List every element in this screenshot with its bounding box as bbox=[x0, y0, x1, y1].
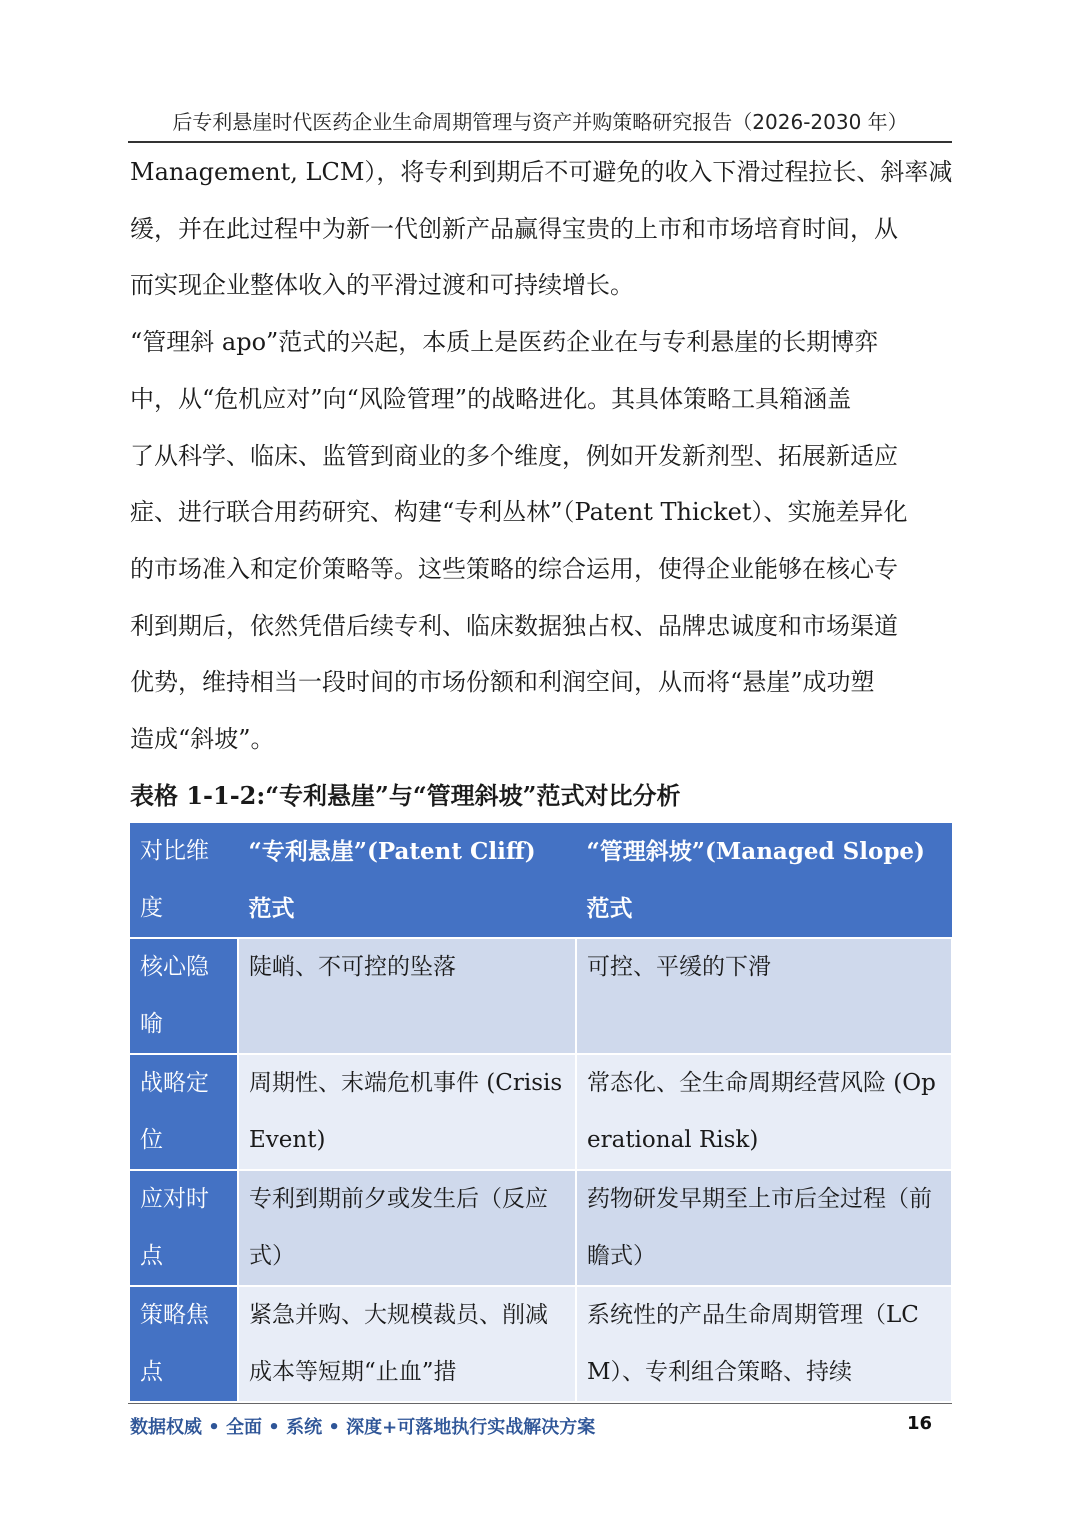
row-cliff-cell: 专利到期前夕或发生后（反应式） bbox=[238, 1170, 576, 1286]
body-text bbox=[130, 144, 952, 768]
header-dimension: 对比维度 bbox=[130, 823, 238, 938]
row-cliff-cell: 紧急并购、大规模裁员、削减成本等短期“止血”措 bbox=[238, 1286, 576, 1401]
text-line: 中，从“危机应对”向“风险管理”的战略进化。其具体策略工具箱涵盖 bbox=[130, 384, 852, 413]
row-cliff-cell: 周期性、末端危机事件 (Crisis Event) bbox=[238, 1054, 576, 1170]
text-line: 缓，并在此过程中为新一代创新产品赢得宝贵的上市和市场培育时间，从 bbox=[130, 214, 898, 243]
row-slope-cell: 常态化、全生命周期经营风险 (Operational Risk) bbox=[576, 1054, 951, 1170]
table-row bbox=[130, 1170, 951, 1286]
paragraph-1 bbox=[130, 144, 952, 314]
text-line: 利到期后，依然凭借后续专利、临床数据独占权、品牌忠诚度和市场渠道 bbox=[130, 611, 898, 640]
paragraph-2 bbox=[130, 314, 952, 768]
footer-divider bbox=[128, 1403, 952, 1404]
row-cliff-cell: 陡峭、不可控的坠落 bbox=[238, 938, 576, 1054]
header-managed-slope: “管理斜坡”(Managed Slope) 范式 bbox=[576, 823, 951, 938]
table-row bbox=[130, 1286, 951, 1401]
table-row bbox=[130, 938, 951, 1054]
text-line: 造成“斜坡”。 bbox=[130, 725, 275, 754]
text-line: 了从科学、临床、监管到商业的多个维度，例如开发新剂型、拓展新适应 bbox=[130, 441, 898, 470]
footer-slogan: 数据权威 • 全面 • 系统 • 深度+可落地执行实战解决方案 bbox=[130, 1417, 596, 1438]
text-line: 症、进行联合用药研究、构建“专利丛林”（Patent Thicket）、实施差异化 bbox=[130, 498, 908, 527]
row-slope-cell: 系统性的产品生命周期管理（LCM）、专利组合策略、持续 bbox=[576, 1286, 951, 1401]
running-header: 后专利悬崖时代医药企业生命周期管理与资产并购策略研究报告（2026-2030 年） bbox=[172, 110, 908, 134]
row-slope-cell: 可控、平缓的下滑 bbox=[576, 938, 951, 1054]
page-number: 16 bbox=[906, 1413, 932, 1434]
text-line: 而实现企业整体收入的平滑过渡和可持续增长。 bbox=[130, 271, 634, 300]
row-dimension: 核心隐喻 bbox=[130, 938, 238, 1054]
text-line: 优势，维持相当一段时间的市场份额和利润空间，从而将“悬崖”成功塑 bbox=[130, 668, 875, 697]
table-caption: 表格 1-1-2:“专利悬崖”与“管理斜坡”范式对比分析 bbox=[130, 781, 681, 810]
comparison-table bbox=[130, 823, 952, 1401]
row-dimension: 战略定位 bbox=[130, 1054, 238, 1170]
table-row bbox=[130, 1054, 951, 1170]
text-line: 的市场准入和定价策略等。这些策略的综合运用，使得企业能够在核心专 bbox=[130, 554, 898, 583]
header-patent-cliff: “专利悬崖”(Patent Cliff) 范式 bbox=[238, 823, 576, 938]
header-divider bbox=[128, 141, 952, 143]
row-dimension: 应对时点 bbox=[130, 1170, 238, 1286]
row-dimension: 策略焦点 bbox=[130, 1286, 238, 1401]
table-header-row bbox=[130, 823, 951, 938]
text-line: Management, LCM），将专利到期后不可避免的收入下滑过程拉长、斜率减 bbox=[130, 158, 953, 186]
row-slope-cell: 药物研发早期至上市后全过程（前瞻式） bbox=[576, 1170, 951, 1286]
text-line: “管理斜 apo”范式的兴起，本质上是医药企业在与专利悬崖的长期博弈 bbox=[130, 328, 879, 357]
